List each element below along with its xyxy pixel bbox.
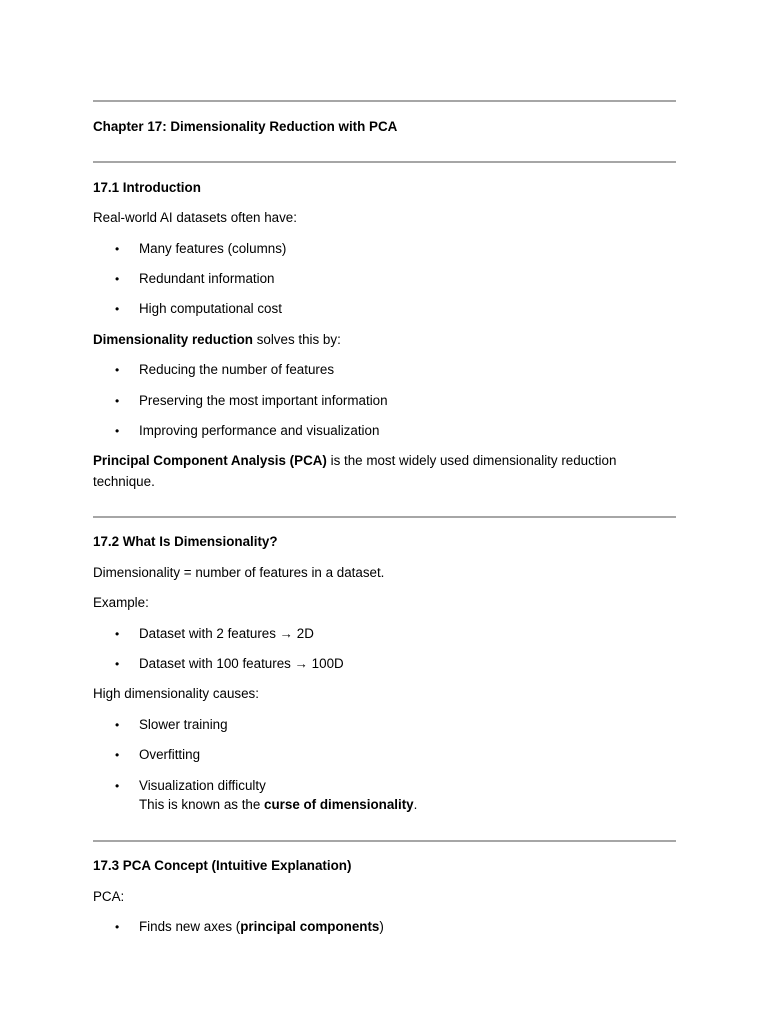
definition-text: Dimensionality = number of features in a dataset. <box>93 565 385 580</box>
bullet: • <box>115 302 120 316</box>
bullet: • <box>115 363 120 377</box>
list-item: Many features (columns) <box>139 241 287 256</box>
bullet: • <box>115 242 120 256</box>
pca-bold: Principal Component Analysis (PCA) <box>93 453 327 468</box>
divider <box>93 161 676 163</box>
pca-paragraph <box>93 450 676 492</box>
pca-rest: is the most widely used dimensionality reduction technique. <box>93 453 617 489</box>
example-label: Example: <box>93 595 149 610</box>
bullet: • <box>115 779 120 793</box>
item-pre: Finds new axes ( <box>139 919 241 934</box>
curse-post: . <box>413 797 418 812</box>
curse-pre: This is known as the <box>139 797 265 812</box>
bullet: • <box>115 394 120 408</box>
list-item: Reducing the number of features <box>139 362 335 377</box>
solve-bold: Dimensionality reduction <box>93 332 253 347</box>
section-heading-17-3: 17.3 PCA Concept (Intuitive Explanation) <box>93 858 352 873</box>
list-item: Slower training <box>139 717 228 732</box>
section-heading-17-2: 17.2 What Is Dimensionality? <box>93 534 278 549</box>
curse-bold: curse of dimensionality <box>264 797 414 812</box>
item-post: ) <box>379 919 384 934</box>
list-item <box>139 918 384 936</box>
intro-text: Real-world AI datasets often have: <box>93 210 297 225</box>
list-item: Redundant information <box>139 271 275 286</box>
list-item: Improving performance and visualization <box>139 423 380 438</box>
bullet: • <box>115 920 120 934</box>
divider <box>93 840 676 842</box>
bullet: • <box>115 718 120 732</box>
solve-line <box>93 331 341 349</box>
list-item: Visualization difficulty <box>139 778 266 793</box>
list-item: Preserving the most important information <box>139 393 388 408</box>
causes-label: High dimensionality causes: <box>93 686 259 701</box>
list-item: Dataset with 2 features → 2D <box>139 626 314 641</box>
list-item: High computational cost <box>139 301 282 316</box>
solve-rest: solves this by: <box>252 332 341 347</box>
bullet: • <box>115 272 120 286</box>
divider <box>93 516 676 518</box>
list-item: Dataset with 100 features → 100D <box>139 656 344 671</box>
bullet: • <box>115 424 120 438</box>
bullet: • <box>115 627 120 641</box>
section-heading-17-1: 17.1 Introduction <box>93 180 201 195</box>
item-bold: principal components <box>240 919 380 934</box>
pca-label: PCA: <box>93 889 125 904</box>
list-item: Overfitting <box>139 747 201 762</box>
curse-line <box>139 796 417 814</box>
bullet: • <box>115 748 120 762</box>
chapter-title: Chapter 17: Dimensionality Reduction with PCA <box>93 119 398 134</box>
bullet: • <box>115 657 120 671</box>
divider <box>93 100 676 102</box>
